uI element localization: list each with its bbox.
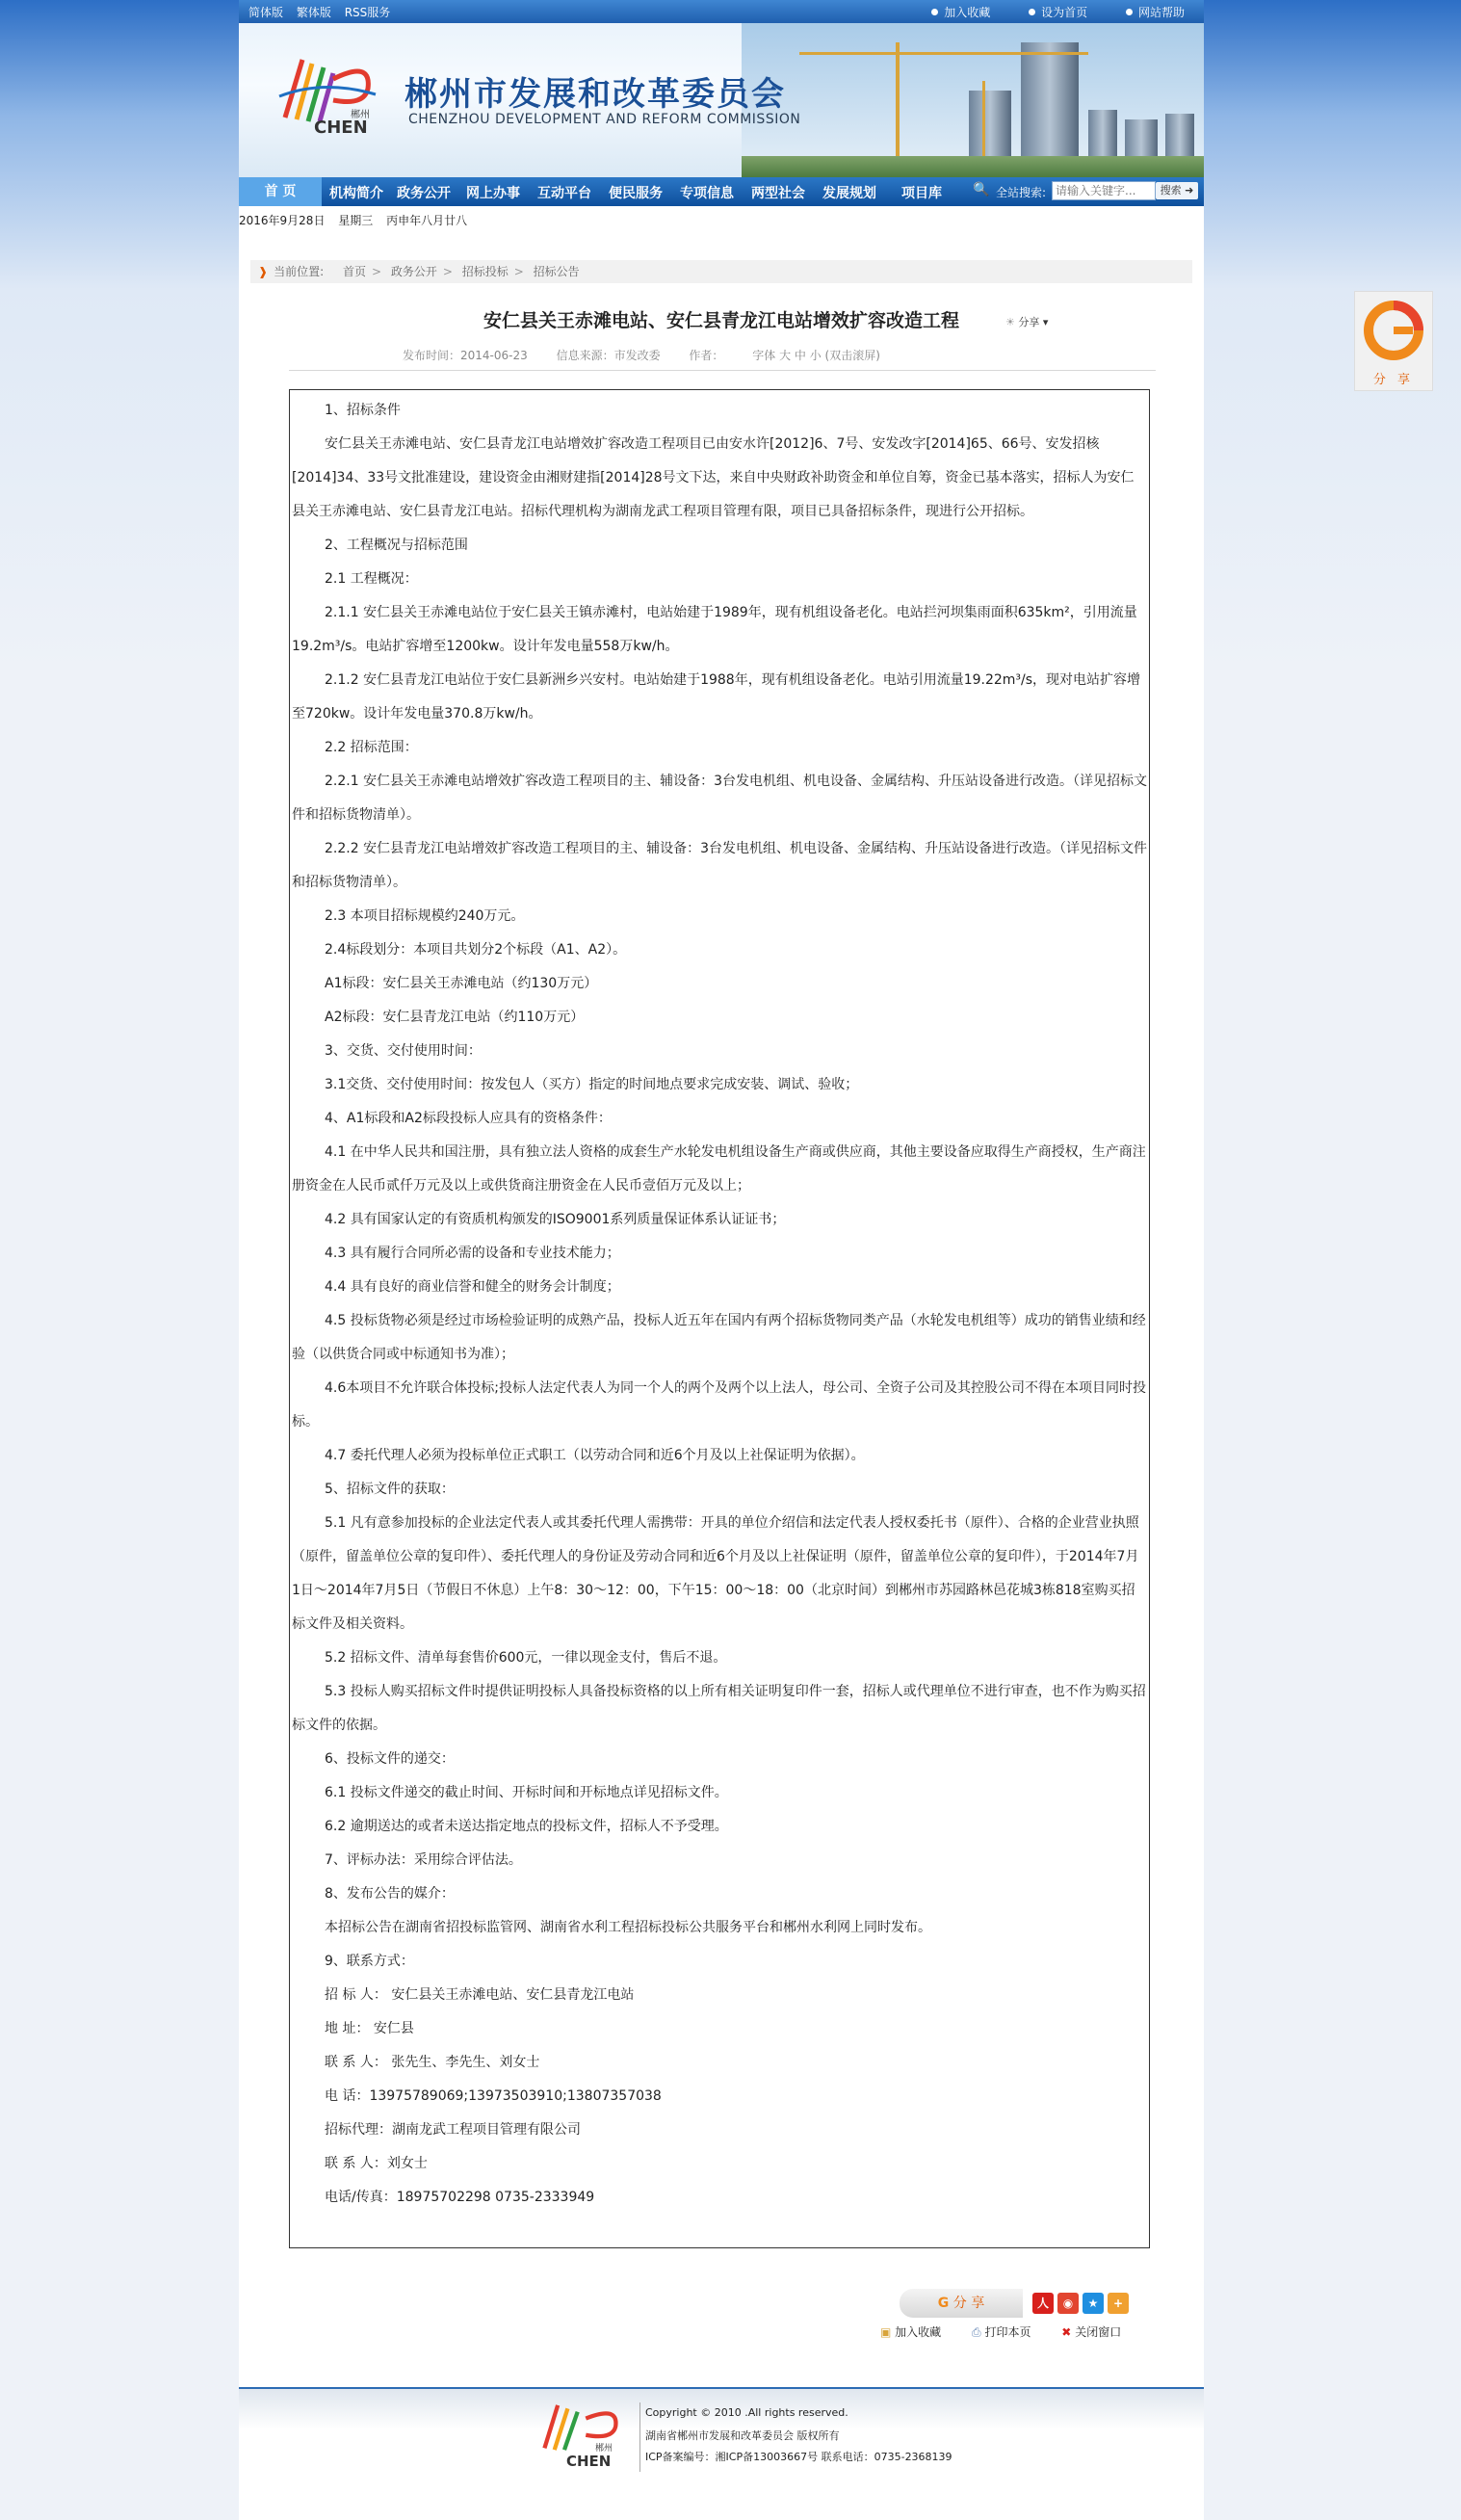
share-small-icon: ☀ bbox=[1005, 316, 1015, 328]
article-paragraph: 2.1.2 安仁县青龙江电站位于安仁县新洲乡兴安村。电站始建于1988年，现有机组设备老化。电站引用流量19.22m³/s，现对电站扩容增至720kw。设计年发电量370.8万kw/h。 bbox=[292, 672, 1141, 722]
header-banner bbox=[239, 23, 1204, 177]
footer bbox=[239, 2387, 1204, 2489]
article-paragraph: 7、评标办法：采用综合评估法。 bbox=[325, 1852, 522, 1868]
main-nav bbox=[239, 177, 1204, 206]
chevron-right-icon: ❱ bbox=[258, 265, 269, 278]
article-paragraph: 5.2 招标文件、清单每套售价600元，一律以现金支付，售后不退。 bbox=[325, 1650, 727, 1666]
more-share-icon[interactable]: + bbox=[1108, 2293, 1129, 2314]
nav-item-home[interactable]: 首 页 bbox=[239, 177, 322, 206]
article-paragraph: 2.1.1 安仁县关王赤滩电站位于安仁县关王镇赤滩村，电站始建于1989年，现有机组设备老化。电站拦河坝集雨面积635km²，引用流量19.2m³/s。电站扩容增至1200kw。设计年发电量558万kw/h。 bbox=[292, 605, 1137, 654]
article-paragraph: 4.3 具有履行合同所必需的设备和专业技术能力； bbox=[325, 1246, 620, 1261]
article-paragraph: A1标段：安仁县关王赤滩电站（约130万元） bbox=[325, 976, 598, 991]
footer-icp: ICP备案编号：湘ICP备13003667号 联系电话：0735-2368139 bbox=[645, 2451, 952, 2463]
breadcrumb-tender-notice[interactable]: 招标公告 bbox=[533, 265, 580, 278]
article-paragraph: 本招标公告在湖南省招投标监管网、湖南省水利工程招标投标公共服务平台和郴州水利网上同时发布。 bbox=[325, 1920, 931, 1935]
breadcrumb-label: 当前位置: bbox=[274, 265, 325, 278]
weibo-share-icon[interactable]: ◉ bbox=[1057, 2293, 1079, 2314]
share-small-button[interactable]: ☀ 分享 ▾ bbox=[1005, 316, 1049, 328]
site-logo[interactable] bbox=[275, 50, 381, 146]
font-size-controls[interactable]: 字体 大 中 小 (双击滚屏) bbox=[752, 349, 880, 362]
print-icon: ⎙ bbox=[972, 2325, 981, 2339]
article-paragraph: 2.2 招标范围： bbox=[325, 740, 418, 755]
date-bar bbox=[239, 212, 477, 228]
page-tools bbox=[880, 2323, 1148, 2340]
nav-item-interaction[interactable]: 互动平台 bbox=[537, 186, 591, 201]
article-paragraph: 3、交货、交付使用时间： bbox=[325, 1043, 482, 1059]
date-text: 2016年9月28日 bbox=[239, 214, 326, 227]
close-window-tool[interactable]: ✖ 关闭窗口 bbox=[1061, 2325, 1122, 2339]
publish-date: 发布时间：2014-06-23 bbox=[403, 349, 528, 362]
banner-skyline-image bbox=[742, 23, 1204, 177]
nav-item-about[interactable]: 机构简介 bbox=[329, 186, 383, 201]
article-paragraph: 5.3 投标人购买招标文件时提供证明投标人具备投标资格的以上所有相关证明复印件一套，招标人或代理单位不进行审查，也不作为购买招标文件的依据。 bbox=[292, 1684, 1146, 1733]
footer-logo-graphic-icon bbox=[534, 2399, 630, 2456]
article-paragraph: 2.4标段划分：本项目共划分2个标段（A1、A2）。 bbox=[325, 942, 627, 958]
nav-item-development-planning[interactable]: 发展规划 bbox=[822, 186, 876, 201]
floating-share-label: 分 享 bbox=[1372, 373, 1415, 387]
article-paragraph: 联 系 人：刘女士 bbox=[325, 2156, 428, 2171]
site-subtitle: CHENZHOU DEVELOPMENT AND REFORM COMMISSION bbox=[408, 112, 801, 127]
print-page-tool[interactable]: ⎙ 打印本页 bbox=[972, 2325, 1031, 2339]
info-source: 信息来源：市发改委 bbox=[556, 349, 661, 362]
search-label: 全站搜索: bbox=[996, 186, 1047, 199]
article-paragraph: 6、投标文件的递交： bbox=[325, 1751, 455, 1767]
article-paragraph: 4.6本项目不允许联合体投标;投标人法定代表人为同一个人的两个及两个以上法人，母公司、全资子公司及其控股公司不得在本项目同时投标。 bbox=[292, 1380, 1146, 1430]
article-paragraph: 6.2 逾期送达的或者未送达指定地点的投标文件，招标人不予受理。 bbox=[325, 1819, 728, 1834]
breadcrumb-public-affairs[interactable]: 政务公开 bbox=[390, 265, 437, 278]
footer-divider bbox=[639, 2402, 640, 2472]
nav-item-online-services[interactable]: 网上办事 bbox=[466, 186, 520, 201]
people-daily-share-icon[interactable]: 人 bbox=[1032, 2293, 1054, 2314]
breadcrumb: ❱ 当前位置: 首页 > 政务公开 > 招标投标 > 招标公告 bbox=[250, 260, 1192, 283]
article-paragraph: 4.5 投标货物必须是经过市场检验证明的成熟产品，投标人近五年在国内有两个招标货物同类产品（水轮发电机组等）成功的销售业绩和经验（以供货合同或中标通知书为准）； bbox=[292, 1313, 1146, 1362]
article-paragraph: 4、A1标段和A2标段投标人应具有的资格条件： bbox=[325, 1111, 612, 1126]
nav-item-project-library[interactable]: 项目库 bbox=[901, 186, 942, 201]
article-paragraph: 9、联系方式： bbox=[325, 1954, 414, 1969]
article-paragraph: 5、招标文件的获取： bbox=[325, 1482, 455, 1497]
article-paragraph: 4.1 在中华人民共和国注册，具有独立法人资格的成套生产水轮发电机组设备生产商或供应商，其他主要设备应取得生产商授权，生产商注册资金在人民币贰仟万元及以上或供货商注册资金在人民币壹佰万元及以上； bbox=[292, 1144, 1146, 1194]
share-bar bbox=[900, 2289, 1152, 2318]
lunar-date-text: 丙申年八月廿八 bbox=[386, 214, 468, 227]
close-icon: ✖ bbox=[1061, 2325, 1072, 2339]
footer-logo-small-text: 郴州 bbox=[595, 2444, 613, 2454]
article-paragraph: 地 址： 安仁县 bbox=[325, 2021, 414, 2036]
favorite-icon: ▣ bbox=[880, 2325, 892, 2339]
rss-link[interactable]: RSS服务 bbox=[344, 6, 391, 19]
article-body bbox=[289, 389, 1150, 2248]
nav-item-special-info[interactable]: 专项信息 bbox=[680, 186, 734, 201]
floating-share-widget[interactable] bbox=[1354, 291, 1433, 391]
set-homepage-link[interactable]: 设为首页 bbox=[1029, 6, 1087, 19]
article-paragraph: 4.7 委托代理人必须为投标单位正式职工（以劳动合同和近6个月及以上社保证明为依据）。 bbox=[325, 1448, 865, 1463]
article-paragraph: 联 系 人： 张先生、李先生、刘女士 bbox=[325, 2055, 540, 2070]
article-paragraph: 招 标 人： 安仁县关王赤滩电站、安仁县青龙江电站 bbox=[325, 1987, 635, 2003]
nav-item-citizen-services[interactable]: 便民服务 bbox=[609, 186, 663, 201]
article-paragraph: 2.3 本项目招标规模约240万元。 bbox=[325, 908, 525, 924]
share-logo-icon: G bbox=[937, 2296, 950, 2311]
article-paragraph: 1、招标条件 bbox=[325, 403, 401, 418]
bullet-icon bbox=[1029, 9, 1035, 15]
nav-item-two-type-society[interactable]: 两型社会 bbox=[751, 186, 805, 201]
article-meta bbox=[289, 347, 1156, 371]
article-paragraph: 6.1 投标文件递交的截止时间、开标时间和开标地点详见招标文件。 bbox=[325, 1785, 728, 1800]
weekday-text: 星期三 bbox=[338, 214, 374, 227]
article-paragraph: 安仁县关王赤滩电站、安仁县青龙江电站增效扩容改造工程项目已由安水许[2012]6、7号、安发改字[2014]65、66号、安发招核[2014]34、33号文批准建设，建设资金由湘财建指[2014]28号文下达，来自中央财政补助资金和单位自筹，资金已基本落实，招标人为安仁县关王赤滩电站、安仁县青龙江电站。招标代理机构为湖南龙武工程项目管理有限，项目已具备招标条件，现进行公开招标。 bbox=[292, 436, 1135, 519]
bullet-icon bbox=[931, 9, 938, 15]
site-title: 郴州市发展和改革委员会 bbox=[404, 75, 786, 114]
article-title: 安仁县关王赤滩电站、安仁县青龙江电站增效扩容改造工程 bbox=[483, 310, 959, 331]
article-paragraph: 2.2.1 安仁县关王赤滩电站增效扩容改造工程项目的主、辅设备：3台发电机组、机电设备、金属结构、升压站设备进行改造。（详见招标文件和招标货物清单）。 bbox=[292, 774, 1147, 823]
share-logo-icon bbox=[1355, 292, 1432, 367]
logo-small-text: 郴州 bbox=[351, 110, 370, 120]
nav-item-public-affairs[interactable]: 政务公开 bbox=[397, 186, 451, 201]
article-paragraph: 电 话：13975789069;13973503910;13807357038 bbox=[325, 2088, 662, 2104]
share-bar-button[interactable]: G 分 享 bbox=[900, 2289, 1023, 2318]
article-paragraph: 2.1 工程概况： bbox=[325, 571, 418, 587]
footer-org: 湖南省郴州市发展和改革委员会 版权所有 bbox=[645, 2429, 840, 2442]
article-paragraph: 5.1 凡有意参加投标的企业法定代表人或其委托代理人需携带：开具的单位介绍信和法定代表人授权委托书（原件）、合格的企业营业执照（原件，留盖单位公章的复印件）、委托代理人的身份证及劳动合同和近6个月及以上社保证明（原件，留盖单位公章的复印件），于2014年7月1日～2014年7月5日（节假日不休息）上午8：30～12：00，下午15：00～18：00（北京时间）到郴州市苏园路林邑花城3栋818室购买招标文件及相关资料。 bbox=[292, 1515, 1139, 1632]
bullet-icon bbox=[1126, 9, 1133, 15]
page-container bbox=[239, 0, 1204, 2520]
article-paragraph: 2.2.2 安仁县青龙江电站增效扩容改造工程项目的主、辅设备：3台发电机组、机电设备、金属结构、升压站设备进行改造。（详见招标文件和招标货物清单）。 bbox=[292, 841, 1147, 890]
article-paragraph: 招标代理：湖南龙武工程项目管理有限公司 bbox=[325, 2122, 581, 2138]
top-utility-bar bbox=[239, 0, 1204, 23]
add-favorite-link[interactable]: 加入收藏 bbox=[931, 6, 990, 19]
footer-logo bbox=[534, 2399, 630, 2472]
search-input[interactable] bbox=[1052, 181, 1156, 200]
logo-text: CHEN bbox=[314, 118, 368, 138]
search-icon: 🔍 bbox=[973, 182, 990, 197]
footer-copyright: Copyright © 2010 .All rights reserved. bbox=[645, 2406, 848, 2419]
article-paragraph: 4.2 具有国家认定的有资质机构颁发的ISO9001系列质量保证体系认证证书； bbox=[325, 1212, 786, 1227]
site-help-link[interactable]: 网站帮助 bbox=[1126, 6, 1185, 19]
breadcrumb-tender[interactable]: 招标投标 bbox=[461, 265, 509, 278]
footer-logo-text: CHEN bbox=[566, 2453, 612, 2470]
simplified-chinese-link[interactable]: 简体版 bbox=[248, 6, 284, 19]
author: 作者： bbox=[689, 349, 724, 362]
article-paragraph: 3.1交货、交付使用时间：按发包人（买方）指定的时间地点要求完成安装、调试、验收； bbox=[325, 1077, 859, 1092]
article-paragraph: 2、工程概况与招标范围 bbox=[325, 538, 468, 553]
add-favorite-tool[interactable]: ▣ 加入收藏 bbox=[880, 2325, 942, 2339]
article-paragraph: 4.4 具有良好的商业信誉和健全的财务会计制度； bbox=[325, 1279, 620, 1295]
article-paragraph: 电话/传真：18975702298 0735-2333949 bbox=[325, 2190, 595, 2205]
article-paragraph: A2标段：安仁县青龙江电站（约110万元） bbox=[325, 1010, 585, 1025]
article-paragraph: 8、发布公告的媒介： bbox=[325, 1886, 455, 1902]
breadcrumb-home[interactable]: 首页 bbox=[342, 265, 366, 278]
traditional-chinese-link[interactable]: 繁体版 bbox=[296, 6, 331, 19]
search-button[interactable]: 搜索 ➜ bbox=[1156, 182, 1198, 199]
qzone-share-icon[interactable]: ★ bbox=[1083, 2293, 1104, 2314]
